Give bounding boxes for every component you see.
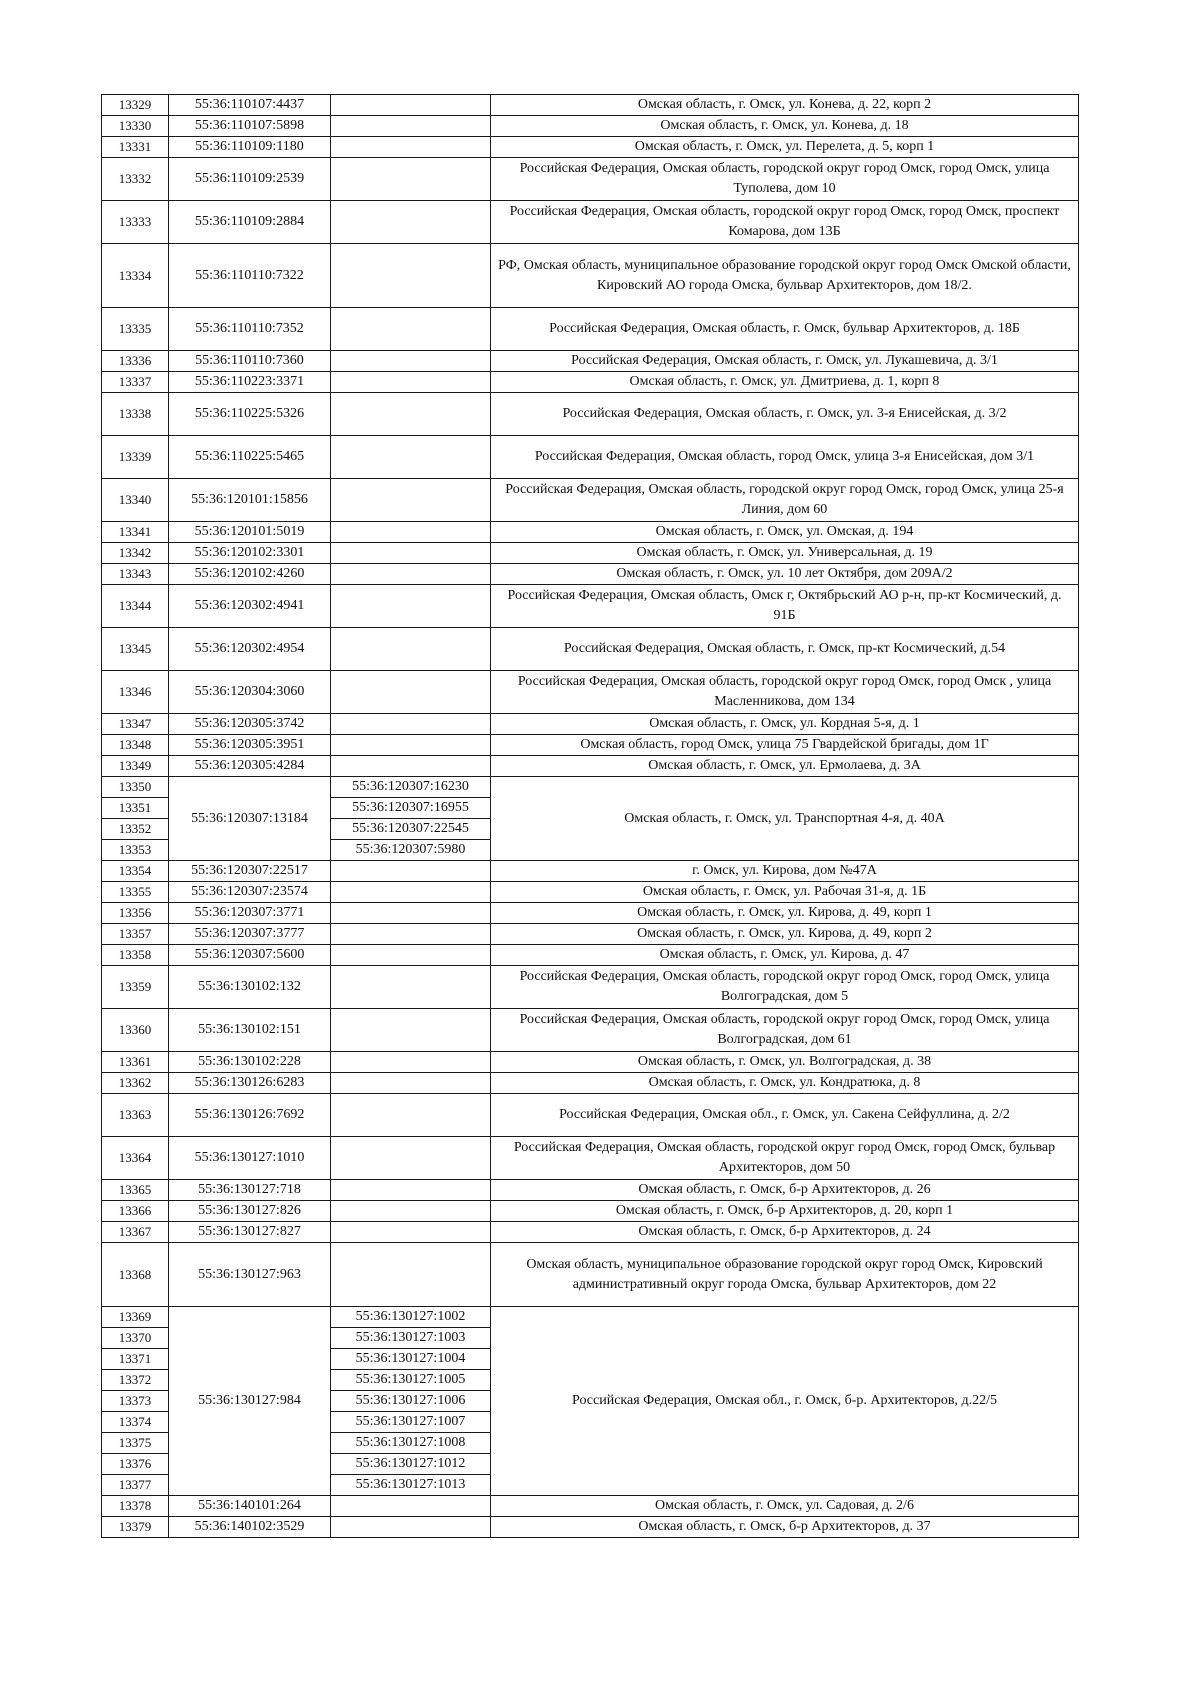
- table-row: [102, 436, 1079, 479]
- row-number-cell: 13341: [102, 522, 169, 543]
- address-cell: Российская Федерация, Омская обл., г. Омск, б-р. Архитекторов, д.22/5: [491, 1307, 1079, 1496]
- table-row: [102, 585, 1079, 628]
- included-cadastral-cell: [331, 714, 491, 735]
- table-row: [102, 1180, 1079, 1201]
- included-cadastral-cell: [331, 1137, 491, 1180]
- address-cell: Российская Федерация, Омская область, городской округ город Омск, город Омск, проспект Комарова, дом 13Б: [491, 201, 1079, 244]
- row-number-cell: 13340: [102, 479, 169, 522]
- table-row: [102, 244, 1079, 308]
- included-cadastral-cell: [331, 1180, 491, 1201]
- included-cadastral-cell: 55:36:120307:16955: [331, 798, 491, 819]
- table-row: [102, 201, 1079, 244]
- row-number-cell: 13335: [102, 308, 169, 351]
- included-cadastral-cell: [331, 436, 491, 479]
- table-row: [102, 479, 1079, 522]
- row-number-cell: 13359: [102, 966, 169, 1009]
- included-cadastral-cell: 55:36:130127:1004: [331, 1349, 491, 1370]
- table-row: [102, 628, 1079, 671]
- row-number-cell: 13333: [102, 201, 169, 244]
- table-row: [102, 1243, 1079, 1307]
- address-cell: Российская Федерация, Омская область, городской округ город Омск, город Омск, улица Волгоградская, дом 61: [491, 1009, 1079, 1052]
- address-cell: Омская область, г. Омск, ул. Омская, д. 194: [491, 522, 1079, 543]
- row-number-cell: 13351: [102, 798, 169, 819]
- document-page: [101, 94, 1078, 1538]
- included-cadastral-cell: [331, 1201, 491, 1222]
- row-number-cell: 13364: [102, 1137, 169, 1180]
- row-number-cell: 13377: [102, 1475, 169, 1496]
- included-cadastral-cell: [331, 479, 491, 522]
- included-cadastral-cell: [331, 1073, 491, 1094]
- table-row: [102, 1009, 1079, 1052]
- cadastral-number-cell: 55:36:110107:5898: [169, 116, 331, 137]
- table-row: [102, 522, 1079, 543]
- cadastral-number-cell: 55:36:110109:2539: [169, 158, 331, 201]
- included-cadastral-cell: [331, 628, 491, 671]
- cadastral-number-cell: 55:36:110110:7360: [169, 351, 331, 372]
- row-number-cell: 13349: [102, 756, 169, 777]
- included-cadastral-cell: [331, 137, 491, 158]
- row-number-cell: 13363: [102, 1094, 169, 1137]
- address-cell: Российская Федерация, Омская область, городской округ город Омск, город Омск, улица Туполева, дом 10: [491, 158, 1079, 201]
- table-row: [102, 308, 1079, 351]
- cadastral-number-cell: 55:36:120102:3301: [169, 543, 331, 564]
- table-body: [102, 95, 1079, 1538]
- row-number-cell: 13352: [102, 819, 169, 840]
- address-cell: Омская область, г. Омск, ул. Садовая, д. 2/6: [491, 1496, 1079, 1517]
- row-number-cell: 13331: [102, 137, 169, 158]
- row-number-cell: 13354: [102, 861, 169, 882]
- row-number-cell: 13353: [102, 840, 169, 861]
- included-cadastral-cell: 55:36:120307:16230: [331, 777, 491, 798]
- table-row: [102, 966, 1079, 1009]
- row-number-cell: 13367: [102, 1222, 169, 1243]
- address-cell: Российская Федерация, Омская область, городской округ город Омск, город Омск, улица 25-я Линия, дом 60: [491, 479, 1079, 522]
- table-row: [102, 543, 1079, 564]
- cadastral-number-cell: 55:36:130127:826: [169, 1201, 331, 1222]
- row-number-cell: 13372: [102, 1370, 169, 1391]
- row-number-cell: 13348: [102, 735, 169, 756]
- address-cell: Омская область, г. Омск, ул. Конева, д. 18: [491, 116, 1079, 137]
- included-cadastral-cell: 55:36:130127:1008: [331, 1433, 491, 1454]
- address-cell: Омская область, город Омск, улица 75 Гвардейской бригады, дом 1Г: [491, 735, 1079, 756]
- cadastral-number-cell: 55:36:130102:132: [169, 966, 331, 1009]
- row-number-cell: 13350: [102, 777, 169, 798]
- table-row: [102, 671, 1079, 714]
- included-cadastral-cell: [331, 1052, 491, 1073]
- included-cadastral-cell: [331, 244, 491, 308]
- address-cell: Омская область, г. Омск, б-р Архитекторов, д. 24: [491, 1222, 1079, 1243]
- cadastral-number-cell: 55:36:120307:23574: [169, 882, 331, 903]
- row-number-cell: 13369: [102, 1307, 169, 1328]
- included-cadastral-cell: [331, 351, 491, 372]
- address-cell: Омская область, г. Омск, ул. Конева, д. 22, корп 2: [491, 95, 1079, 116]
- included-cadastral-cell: [331, 116, 491, 137]
- included-cadastral-cell: [331, 903, 491, 924]
- cadastral-number-cell: 55:36:120101:5019: [169, 522, 331, 543]
- included-cadastral-cell: [331, 735, 491, 756]
- address-cell: Российская Федерация, Омская область, городской округ город Омск, город Омск, улица Волгоградская, дом 5: [491, 966, 1079, 1009]
- address-cell: Российская Федерация, Омская область, городской округ город Омск, город Омск, бульвар Архитекторов, дом 50: [491, 1137, 1079, 1180]
- table-row: [102, 393, 1079, 436]
- table-row: [102, 1517, 1079, 1538]
- cadastral-number-cell: 55:36:140102:3529: [169, 1517, 331, 1538]
- included-cadastral-cell: [331, 924, 491, 945]
- cadastral-number-cell: 55:36:130126:6283: [169, 1073, 331, 1094]
- included-cadastral-cell: [331, 671, 491, 714]
- included-cadastral-cell: 55:36:130127:1007: [331, 1412, 491, 1433]
- table-row: [102, 1307, 1079, 1328]
- row-number-cell: 13374: [102, 1412, 169, 1433]
- table-row: [102, 1496, 1079, 1517]
- address-cell: Омская область, г. Омск, б-р Архитекторов, д. 20, корп 1: [491, 1201, 1079, 1222]
- row-number-cell: 13356: [102, 903, 169, 924]
- cadastral-number-cell: 55:36:120307:3771: [169, 903, 331, 924]
- row-number-cell: 13361: [102, 1052, 169, 1073]
- included-cadastral-cell: [331, 1094, 491, 1137]
- included-cadastral-cell: [331, 201, 491, 244]
- cadastral-number-cell: 55:36:110109:2884: [169, 201, 331, 244]
- row-number-cell: 13332: [102, 158, 169, 201]
- address-cell: Омская область, г. Омск, ул. Рабочая 31-я, д. 1Б: [491, 882, 1079, 903]
- row-number-cell: 13371: [102, 1349, 169, 1370]
- row-number-cell: 13343: [102, 564, 169, 585]
- row-number-cell: 13370: [102, 1328, 169, 1349]
- cadastral-number-cell: 55:36:120302:4941: [169, 585, 331, 628]
- table-row: [102, 945, 1079, 966]
- address-cell: Омская область, г. Омск, б-р Архитекторов, д. 26: [491, 1180, 1079, 1201]
- address-cell: Российская Федерация, Омская область, г. Омск, бульвар Архитекторов, д. 18Б: [491, 308, 1079, 351]
- cadastral-number-cell: 55:36:110223:3371: [169, 372, 331, 393]
- cadastral-number-cell: 55:36:130102:228: [169, 1052, 331, 1073]
- included-cadastral-cell: 55:36:120307:5980: [331, 840, 491, 861]
- table-row: [102, 903, 1079, 924]
- included-cadastral-cell: [331, 564, 491, 585]
- address-cell: Омская область, г. Омск, б-р Архитекторов, д. 37: [491, 1517, 1079, 1538]
- cadastral-number-cell: 55:36:130127:984: [169, 1307, 331, 1496]
- cadastral-number-cell: 55:36:110110:7352: [169, 308, 331, 351]
- row-number-cell: 13345: [102, 628, 169, 671]
- row-number-cell: 13375: [102, 1433, 169, 1454]
- included-cadastral-cell: [331, 966, 491, 1009]
- table-row: [102, 735, 1079, 756]
- row-number-cell: 13368: [102, 1243, 169, 1307]
- table-row: [102, 351, 1079, 372]
- cadastral-number-cell: 55:36:130127:718: [169, 1180, 331, 1201]
- address-cell: Российская Федерация, Омская область, г. Омск, ул. 3-я Енисейская, д. 3/2: [491, 393, 1079, 436]
- address-cell: Омская область, г. Омск, ул. Кирова, д. 49, корп 1: [491, 903, 1079, 924]
- cadastral-number-cell: 55:36:120102:4260: [169, 564, 331, 585]
- included-cadastral-cell: [331, 861, 491, 882]
- address-cell: Омская область, г. Омск, ул. Кирова, д. 49, корп 2: [491, 924, 1079, 945]
- address-cell: Российская Федерация, Омская область, г. Омск, ул. Лукашевича, д. 3/1: [491, 351, 1079, 372]
- cadastral-number-cell: 55:36:130127:963: [169, 1243, 331, 1307]
- cadastral-number-cell: 55:36:120307:13184: [169, 777, 331, 861]
- table-row: [102, 137, 1079, 158]
- row-number-cell: 13360: [102, 1009, 169, 1052]
- row-number-cell: 13339: [102, 436, 169, 479]
- included-cadastral-cell: [331, 1222, 491, 1243]
- table-row: [102, 1073, 1079, 1094]
- row-number-cell: 13357: [102, 924, 169, 945]
- table-row: [102, 1201, 1079, 1222]
- cadastral-number-cell: 55:36:120304:3060: [169, 671, 331, 714]
- row-number-cell: 13337: [102, 372, 169, 393]
- included-cadastral-cell: [331, 756, 491, 777]
- row-number-cell: 13336: [102, 351, 169, 372]
- table-row: [102, 372, 1079, 393]
- table-row: [102, 95, 1079, 116]
- row-number-cell: 13338: [102, 393, 169, 436]
- included-cadastral-cell: [331, 372, 491, 393]
- land-plots-table: [101, 94, 1079, 1538]
- address-cell: Российская Федерация, Омская обл., г. Омск, ул. Сакена Сейфуллина, д. 2/2: [491, 1094, 1079, 1137]
- included-cadastral-cell: 55:36:120307:22545: [331, 819, 491, 840]
- cadastral-number-cell: 55:36:110109:1180: [169, 137, 331, 158]
- cadastral-number-cell: 55:36:120101:15856: [169, 479, 331, 522]
- table-row: [102, 1052, 1079, 1073]
- included-cadastral-cell: [331, 1243, 491, 1307]
- row-number-cell: 13376: [102, 1454, 169, 1475]
- table-row: [102, 756, 1079, 777]
- included-cadastral-cell: [331, 585, 491, 628]
- address-cell: Омская область, г. Омск, ул. Дмитриева, д. 1, корп 8: [491, 372, 1079, 393]
- address-cell: Омская область, г. Омск, ул. Перелета, д. 5, корп 1: [491, 137, 1079, 158]
- included-cadastral-cell: [331, 95, 491, 116]
- address-cell: Российская Федерация, Омская область, г. Омск, пр-кт Космический, д.54: [491, 628, 1079, 671]
- cadastral-number-cell: 55:36:140101:264: [169, 1496, 331, 1517]
- included-cadastral-cell: [331, 1517, 491, 1538]
- included-cadastral-cell: [331, 1496, 491, 1517]
- row-number-cell: 13342: [102, 543, 169, 564]
- address-cell: РФ, Омская область, муниципальное образование городской округ город Омск Омской области, Кировский АО города Омска, бульвар Архитекторов, дом 18/2.: [491, 244, 1079, 308]
- table-row: [102, 1094, 1079, 1137]
- cadastral-number-cell: 55:36:130127:827: [169, 1222, 331, 1243]
- cadastral-number-cell: 55:36:120307:22517: [169, 861, 331, 882]
- table-row: [102, 116, 1079, 137]
- row-number-cell: 13347: [102, 714, 169, 735]
- included-cadastral-cell: 55:36:130127:1002: [331, 1307, 491, 1328]
- included-cadastral-cell: [331, 308, 491, 351]
- row-number-cell: 13355: [102, 882, 169, 903]
- included-cadastral-cell: 55:36:130127:1003: [331, 1328, 491, 1349]
- address-cell: Омская область, г. Омск, ул. 10 лет Октября, дом 209А/2: [491, 564, 1079, 585]
- address-cell: Омская область, г. Омск, ул. Ермолаева, д. 3А: [491, 756, 1079, 777]
- cadastral-number-cell: 55:36:130102:151: [169, 1009, 331, 1052]
- address-cell: Омская область, г. Омск, ул. Кордная 5-я, д. 1: [491, 714, 1079, 735]
- row-number-cell: 13373: [102, 1391, 169, 1412]
- row-number-cell: 13362: [102, 1073, 169, 1094]
- cadastral-number-cell: 55:36:120305:4284: [169, 756, 331, 777]
- address-cell: Российская Федерация, Омская область, городской округ город Омск, город Омск , улица Масленникова, дом 134: [491, 671, 1079, 714]
- row-number-cell: 13334: [102, 244, 169, 308]
- cadastral-number-cell: 55:36:110110:7322: [169, 244, 331, 308]
- row-number-cell: 13329: [102, 95, 169, 116]
- table-row: [102, 924, 1079, 945]
- row-number-cell: 13378: [102, 1496, 169, 1517]
- address-cell: Омская область, г. Омск, ул. Волгоградская, д. 38: [491, 1052, 1079, 1073]
- included-cadastral-cell: 55:36:130127:1013: [331, 1475, 491, 1496]
- table-row: [102, 777, 1079, 798]
- table-row: [102, 882, 1079, 903]
- cadastral-number-cell: 55:36:110225:5465: [169, 436, 331, 479]
- row-number-cell: 13344: [102, 585, 169, 628]
- cadastral-number-cell: 55:36:110107:4437: [169, 95, 331, 116]
- row-number-cell: 13330: [102, 116, 169, 137]
- cadastral-number-cell: 55:36:120305:3742: [169, 714, 331, 735]
- address-cell: Российская Федерация, Омская область, город Омск, улица 3-я Енисейская, дом 3/1: [491, 436, 1079, 479]
- included-cadastral-cell: [331, 882, 491, 903]
- table-row: [102, 1137, 1079, 1180]
- included-cadastral-cell: [331, 543, 491, 564]
- cadastral-number-cell: 55:36:110225:5326: [169, 393, 331, 436]
- included-cadastral-cell: 55:36:130127:1005: [331, 1370, 491, 1391]
- cadastral-number-cell: 55:36:120305:3951: [169, 735, 331, 756]
- table-row: [102, 714, 1079, 735]
- cadastral-number-cell: 55:36:130126:7692: [169, 1094, 331, 1137]
- address-cell: Омская область, г. Омск, ул. Транспортная 4-я, д. 40А: [491, 777, 1079, 861]
- included-cadastral-cell: [331, 945, 491, 966]
- address-cell: Омская область, г. Омск, ул. Универсальная, д. 19: [491, 543, 1079, 564]
- address-cell: Омская область, г. Омск, ул. Кондратюка, д. 8: [491, 1073, 1079, 1094]
- table-row: [102, 861, 1079, 882]
- table-row: [102, 1222, 1079, 1243]
- table-row: [102, 158, 1079, 201]
- row-number-cell: 13366: [102, 1201, 169, 1222]
- included-cadastral-cell: 55:36:130127:1012: [331, 1454, 491, 1475]
- included-cadastral-cell: [331, 393, 491, 436]
- cadastral-number-cell: 55:36:120307:5600: [169, 945, 331, 966]
- included-cadastral-cell: [331, 158, 491, 201]
- included-cadastral-cell: 55:36:130127:1006: [331, 1391, 491, 1412]
- row-number-cell: 13379: [102, 1517, 169, 1538]
- row-number-cell: 13358: [102, 945, 169, 966]
- included-cadastral-cell: [331, 522, 491, 543]
- row-number-cell: 13346: [102, 671, 169, 714]
- cadastral-number-cell: 55:36:120302:4954: [169, 628, 331, 671]
- included-cadastral-cell: [331, 1009, 491, 1052]
- address-cell: Омская область, муниципальное образование городской округ город Омск, Кировский административный округ города Омска, бульвар Архитекторов, дом 22: [491, 1243, 1079, 1307]
- cadastral-number-cell: 55:36:130127:1010: [169, 1137, 331, 1180]
- row-number-cell: 13365: [102, 1180, 169, 1201]
- address-cell: Омская область, г. Омск, ул. Кирова, д. 47: [491, 945, 1079, 966]
- table-row: [102, 564, 1079, 585]
- address-cell: Российская Федерация, Омская область, Омск г, Октябрьский АО р-н, пр-кт Космический, д. 91Б: [491, 585, 1079, 628]
- cadastral-number-cell: 55:36:120307:3777: [169, 924, 331, 945]
- address-cell: г. Омск, ул. Кирова, дом №47А: [491, 861, 1079, 882]
